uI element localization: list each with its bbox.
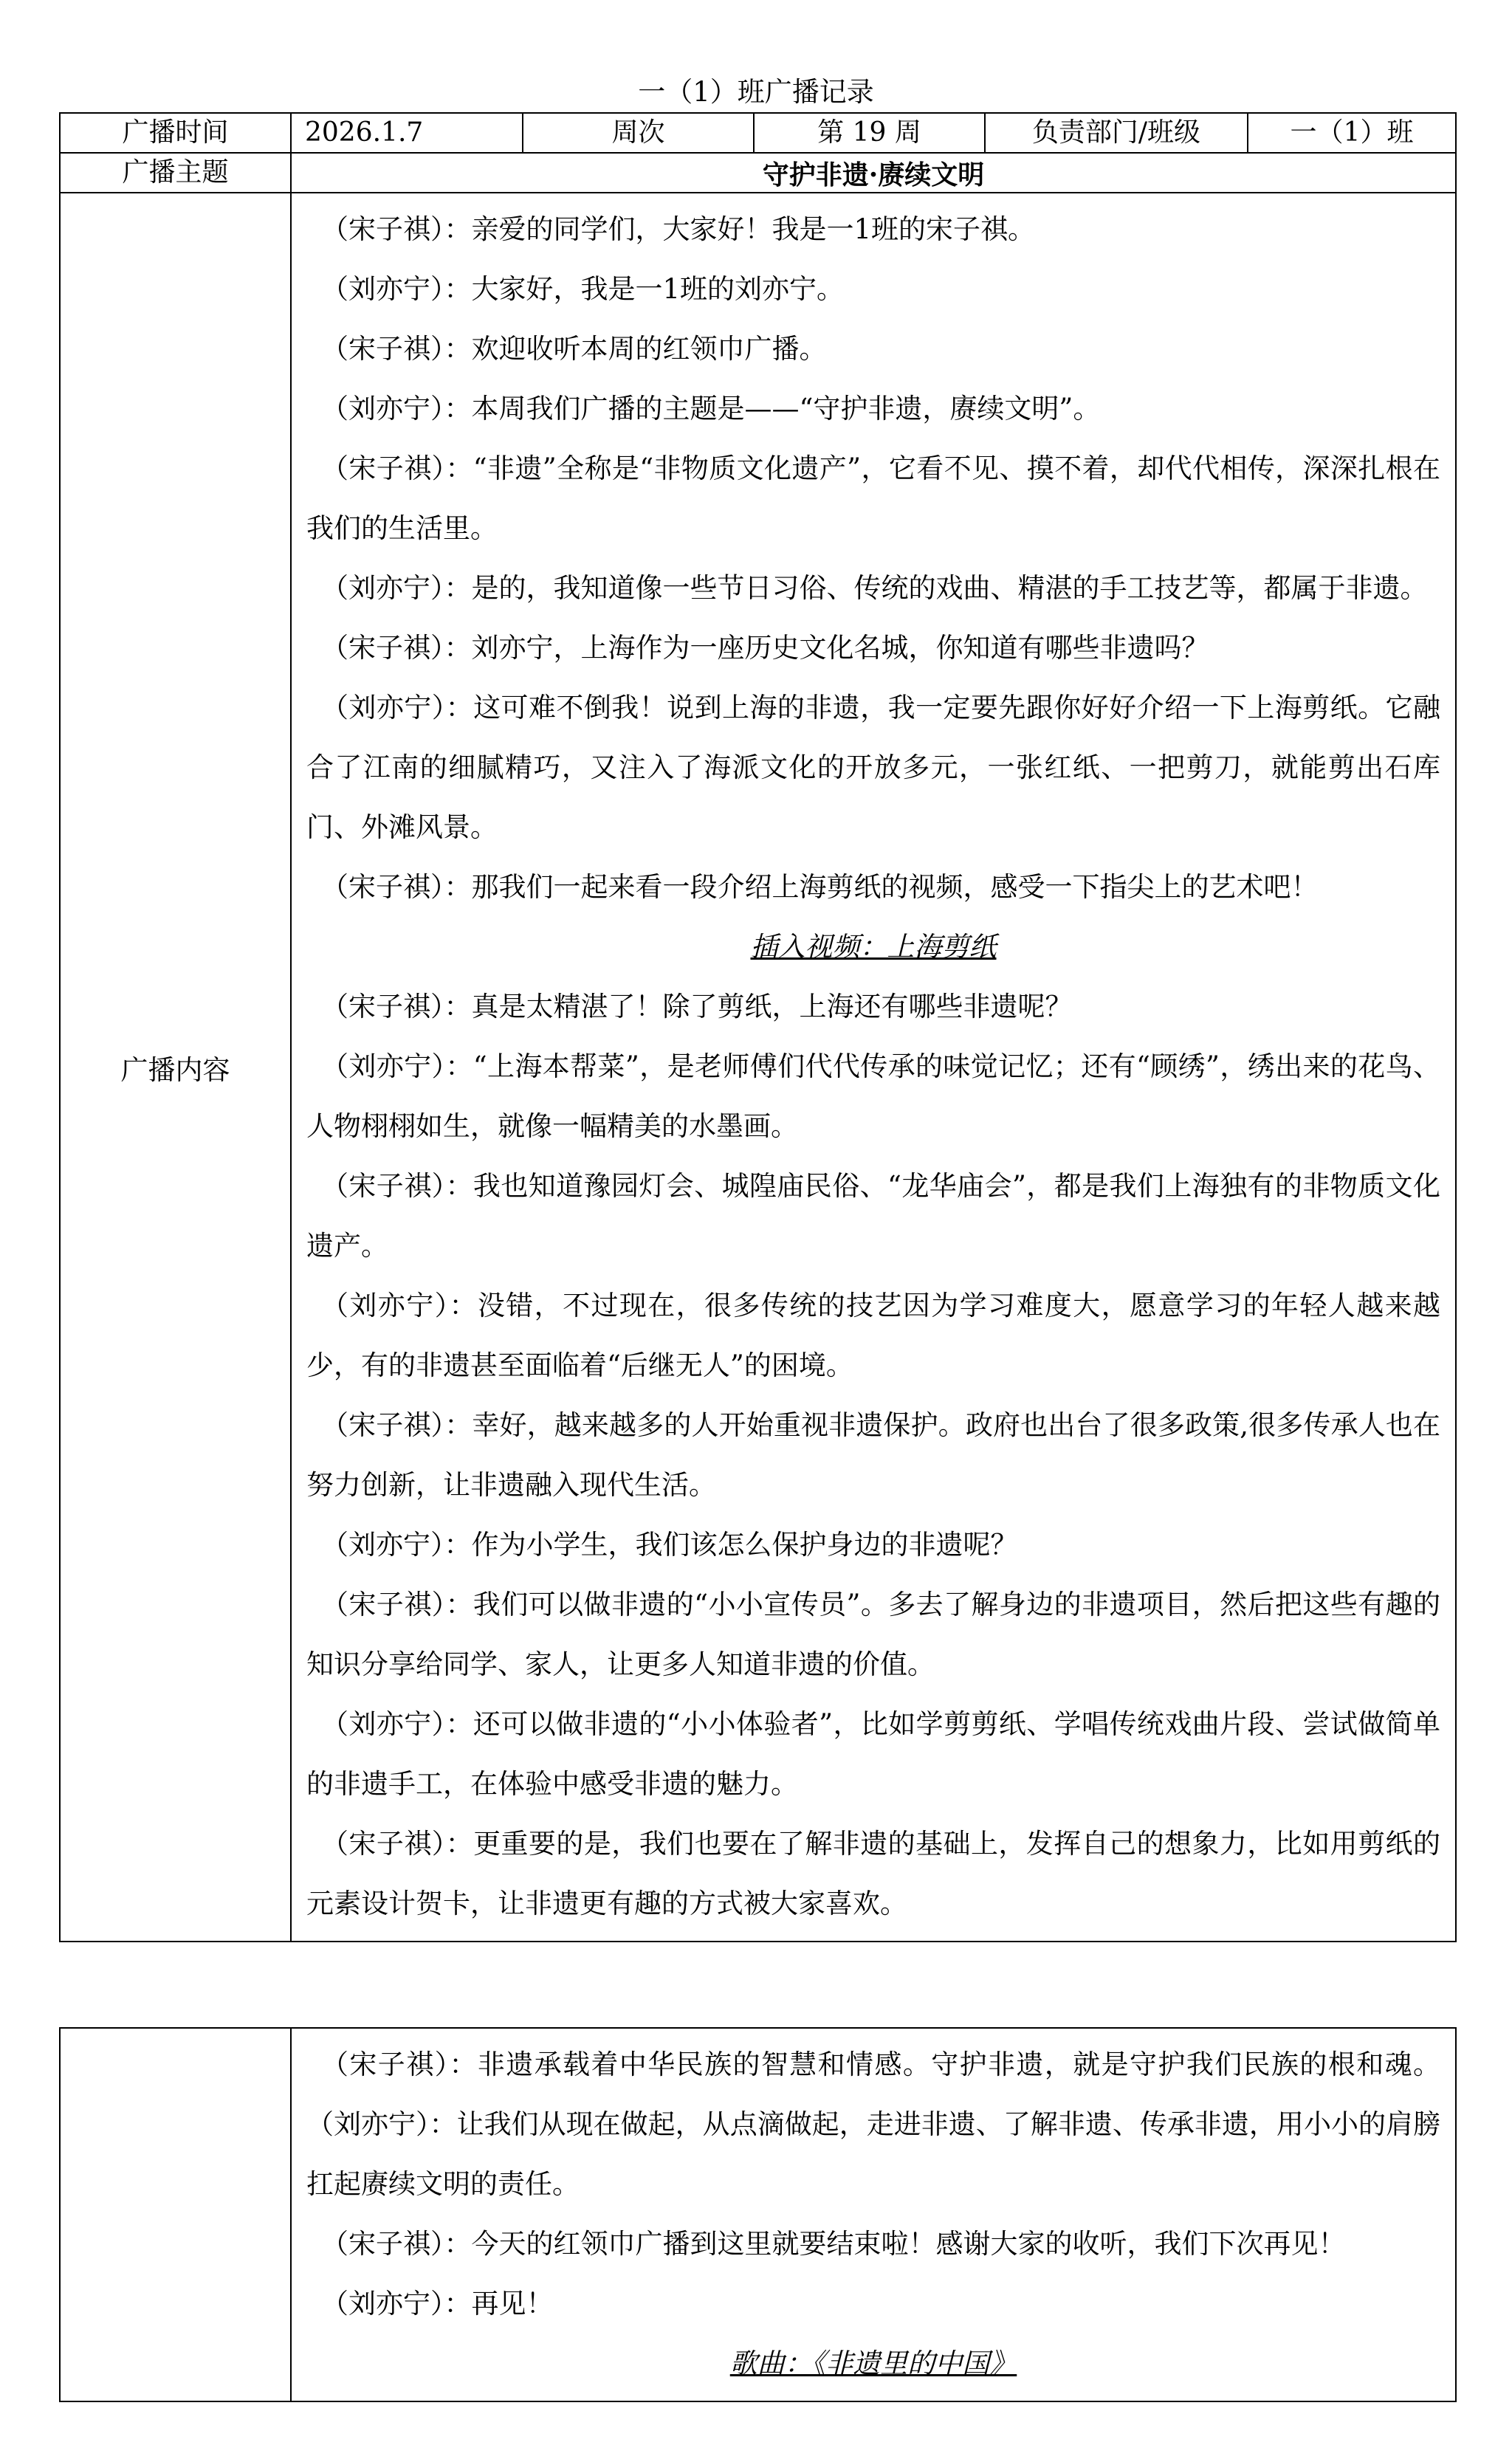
empty-label-cell — [60, 2028, 291, 2401]
dialogue-line: （刘亦宁）：还可以做非遗的“小小体验者”，比如学剪剪纸、学唱传统戏曲片段、尝试做简单的非遗手工，在体验中感受非遗的魅力。 — [306, 1708, 1440, 1800]
date-value: 2026.1.7 — [291, 113, 523, 153]
song-note: 歌曲：《非遗里的中国》 — [729, 2348, 1017, 2379]
dept-value: 一（1）班 — [1248, 113, 1456, 153]
dialogue-line: （刘亦宁）：再见！ — [321, 2288, 554, 2320]
theme-value: 守护非遗·赓续文明 — [291, 153, 1456, 193]
time-label: 广播时间 — [60, 113, 291, 153]
insert-video-note: 插入视频：上海剪纸 — [750, 931, 997, 963]
broadcast-record-table-continued — [59, 2027, 1457, 2402]
dialogue-line: （宋子祺）：“非遗”全称是“非物质文化遗产”，它看不见、摸不着，却代代相传，深深扎根在我们的生活里。 — [306, 453, 1440, 544]
content-label: 广播内容 — [60, 193, 291, 1942]
content-cell — [291, 193, 1456, 1942]
page-title: 一（1）班广播记录 — [638, 76, 874, 108]
content-lines-1 — [306, 199, 1440, 917]
content-lines-3 — [306, 2035, 1440, 2334]
dialogue-line: （宋子祺）：我们可以做非遗的“小小宣传员”。多去了解身边的非遗项目，然后把这些有趣的知识分享给同学、家人，让更多人知道非遗的价值。 — [306, 1589, 1440, 1680]
content-lines-2 — [306, 977, 1440, 1933]
dialogue-line: （宋子祺）：我也知道豫园灯会、城隍庙民俗、“龙华庙会”，都是我们上海独有的非物质文化遗产。 — [306, 1170, 1440, 1262]
dept-label: 负责部门/班级 — [985, 113, 1248, 153]
content-row-continued — [60, 2028, 1456, 2401]
dialogue-line: （刘亦宁）：本周我们广播的主题是——“守护非遗，赓续文明”。 — [321, 393, 1101, 424]
broadcast-record-table — [59, 112, 1457, 1942]
dialogue-line: （宋子祺）：今天的红领巾广播到这里就要结束啦！感谢大家的收听，我们下次再见！ — [321, 2228, 1346, 2260]
dialogue-line: （宋子祺）：欢迎收听本周的红领巾广播。 — [321, 333, 827, 365]
dialogue-line: （宋子祺）：更重要的是，我们也要在了解非遗的基础上，发挥自己的想象力，比如用剪纸的元素设计贺卡，让非遗更有趣的方式被大家喜欢。 — [306, 1828, 1440, 1919]
dialogue-line: （宋子祺）：那我们一起来看一段介绍上海剪纸的视频，感受一下指尖上的艺术吧！ — [321, 871, 1319, 903]
theme-row — [60, 153, 1456, 193]
dialogue-line: （宋子祺）：亲爱的同学们，大家好！我是一1班的宋子祺。 — [321, 213, 1036, 245]
dialogue-line: （刘亦宁）：作为小学生，我们该怎么保护身边的非遗呢？ — [321, 1529, 1018, 1561]
dialogue-line: （刘亦宁）：这可难不倒我！说到上海的非遗，我一定要先跟你好好介绍一下上海剪纸。它融合了江南的细腻精巧，又注入了海派文化的开放多元，一张红纸、一把剪刀，就能剪出石库门、外滩风景。 — [306, 692, 1440, 843]
week-value: 第 19 周 — [754, 113, 985, 153]
dialogue-line: （刘亦宁）：是的，我知道像一些节日习俗、传统的戏曲、精湛的手工技艺等，都属于非遗。 — [321, 572, 1428, 604]
content-row — [60, 193, 1456, 1942]
dialogue-line: （宋子祺）：刘亦宁，上海作为一座历史文化名城，你知道有哪些非遗吗？ — [321, 632, 1209, 664]
theme-label: 广播主题 — [60, 153, 291, 193]
dialogue-line: （宋子祺）：非遗承载着中华民族的智慧和情感。守护非遗，就是守护我们民族的根和魂。（刘亦宁）：让我们从现在做起，从点滴做起，走进非遗、了解非遗、传承非遗，用小小的肩膀扛起赓续文明的责任。 — [306, 2049, 1440, 2200]
dialogue-line: （刘亦宁）：大家好，我是一1班的刘亦宁。 — [321, 273, 845, 305]
header-row — [60, 113, 1456, 153]
dialogue-line: （刘亦宁）：没错，不过现在，很多传统的技艺因为学习难度大，愿意学习的年轻人越来越少，有的非遗甚至面临着“后继无人”的困境。 — [306, 1290, 1440, 1381]
week-label: 周次 — [523, 113, 754, 153]
dialogue-line: （刘亦宁）：“上海本帮菜”，是老师傅们代代传承的味觉记忆；还有“顾绣”，绣出来的花鸟、人物栩栩如生，就像一幅精美的水墨画。 — [306, 1050, 1440, 1142]
content-cell-continued — [291, 2028, 1456, 2401]
dialogue-line: （宋子祺）：真是太精湛了！除了剪纸，上海还有哪些非遗呢？ — [321, 991, 1073, 1022]
dialogue-line: （宋子祺）：幸好，越来越多的人开始重视非遗保护。政府也出台了很多政策,很多传承人也在努力创新，让非遗融入现代生活。 — [306, 1409, 1440, 1501]
